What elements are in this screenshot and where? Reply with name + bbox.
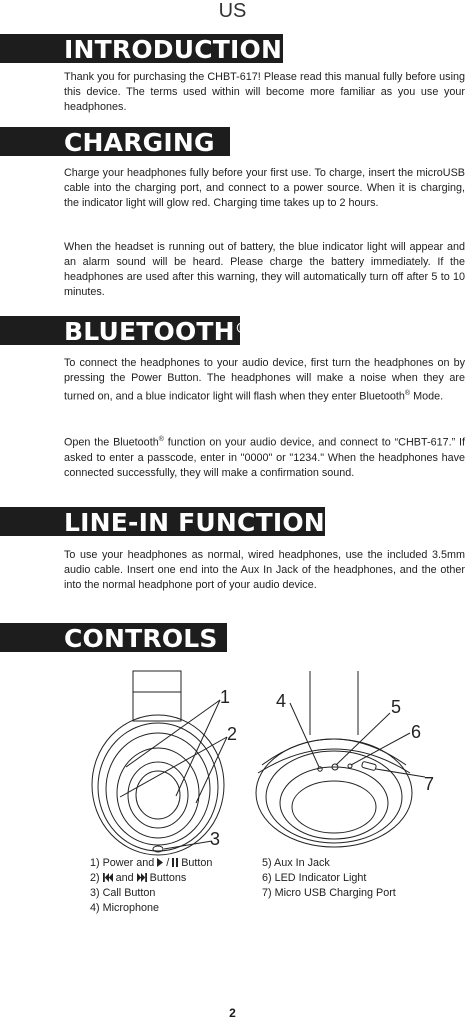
- legend-item-3: 3) Call Button: [90, 887, 156, 899]
- legend-item-2-rest: Buttons: [146, 872, 187, 884]
- legend-item-1: [90, 856, 212, 871]
- controls-heading: CONTROLS: [64, 624, 218, 653]
- legend-item-7: 7) Micro USB Charging Port: [262, 887, 396, 899]
- registered-mark: ®: [158, 436, 164, 443]
- linein-heading-bar: [0, 507, 325, 536]
- callout-number: 1: [220, 687, 231, 707]
- callout-number: 4: [276, 691, 287, 711]
- previous-track-icon: [103, 873, 113, 882]
- page-number: 2: [229, 1006, 236, 1020]
- callout-number: 2: [227, 724, 238, 744]
- bluetooth-heading-bar: [0, 316, 250, 346]
- legend-item-1-start: 1) Power and: [90, 857, 158, 869]
- micro-usb-port: [361, 761, 376, 770]
- registered-mark: ®: [404, 390, 411, 397]
- callout-number: 5: [391, 697, 402, 717]
- headphone-controls-diagram: [80, 665, 460, 860]
- bluetooth-p1-main: To connect the headphones to your audio device, first turn the headphones on by pressing the Power Button. The headphones will make a noise when they are turned on, and a blue indicator light will flash when they enter Bluetooth: [64, 357, 465, 403]
- bluetooth-p2-rest: function on your audio device, and connect to “CHBT-617.” If asked to enter a passcode, enter in "0000" or "1234." When the headphones have connected successfully, they will make a confirmation sound.: [64, 436, 465, 479]
- next-track-icon: [137, 873, 147, 882]
- callout-number: 3: [210, 829, 221, 849]
- introduction-heading: INTRODUCTION: [64, 35, 283, 64]
- legend-item-2-start: 2): [90, 872, 103, 884]
- linein-heading: LINE-IN FUNCTION: [64, 508, 325, 537]
- callout-line-2: [120, 737, 227, 797]
- callout-line-6: [351, 733, 410, 765]
- callout-line-7: [376, 769, 425, 777]
- controls-legend-left: [90, 856, 212, 916]
- legend-item-5: 5) Aux In Jack: [262, 857, 330, 869]
- legend-item-2-sep: and: [112, 872, 137, 884]
- legend-item-2: [90, 871, 212, 886]
- microphone-hole: [318, 767, 322, 771]
- legend-item-1-sep: /: [163, 857, 173, 869]
- legend-item-4: 4) Microphone: [90, 902, 160, 914]
- charging-paragraph-1: Charge your headphones fully before your first use. To charge, insert the microUSB cable into the charging port, and connect to a power source. When it is charging, the indicator light will glow red. Charging time takes up to 2 hours.: [64, 167, 465, 209]
- charging-paragraph-2: When the headset is running out of battery, the blue indicator light will appear and an alarm sound will be heard. Please charge the battery immediately. If the headphones are used after this warning, they will automatically turn off after 5 to 10 minutes.: [64, 241, 465, 298]
- callout-number: 6: [411, 722, 422, 742]
- charging-heading-bar: [0, 127, 230, 156]
- bluetooth-p1-end: Mode.: [410, 390, 444, 403]
- introduction-text: Thank you for purchasing the CHBT-617! Please read this manual fully before using this device. The terms used within will become more familiar as you use your headphones.: [64, 71, 465, 113]
- language-label: US: [218, 0, 247, 22]
- bluetooth-heading: [64, 318, 249, 345]
- bluetooth-heading-text: BLUETOOTH: [64, 317, 235, 346]
- callout-number: 7: [424, 774, 435, 794]
- introduction-heading-bar: [0, 34, 283, 63]
- legend-item-6: 6) LED Indicator Light: [262, 872, 367, 884]
- bluetooth-paragraph-1: [64, 356, 465, 405]
- linein-text: To use your headphones as normal, wired headphones, use the included 3.5mm audio cable. Insert one end into the Aux In Jack of the headphones, and the other into the normal headphone port of your audio device.: [64, 549, 465, 591]
- legend-item-1-rest: Button: [178, 857, 213, 869]
- bluetooth-paragraph-2: [64, 432, 465, 481]
- bluetooth-p2-start: Open the Bluetooth: [64, 436, 159, 449]
- callout-line-4: [290, 703, 319, 767]
- controls-legend-right: [262, 856, 396, 901]
- charging-heading: CHARGING: [64, 128, 215, 157]
- registered-mark: ®: [234, 321, 250, 337]
- controls-heading-bar: [0, 623, 227, 652]
- left-earcup: [92, 671, 227, 855]
